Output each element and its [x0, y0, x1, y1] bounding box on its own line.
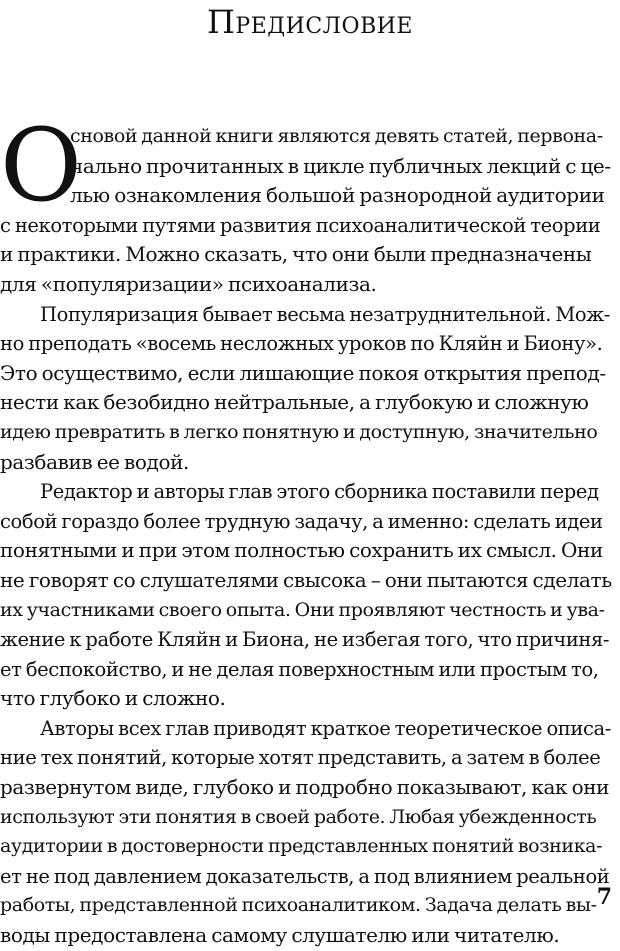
text-line: жение к работе Кляйн и Биона, не избегая того, что причиня- — [0, 628, 610, 652]
text-line: Популяризация бывает весьма незатруднительной. Мож- — [40, 302, 610, 326]
paragraph-3 — [0, 477, 612, 714]
text-line: Авторы всех глав приводят краткое теоретическое описа- — [40, 716, 611, 740]
text-line: лью ознакомления большой разнородной аудитории — [70, 183, 605, 208]
paragraph-1 — [0, 107, 612, 300]
text-line: для «популяризации» психоанализа. — [0, 271, 377, 296]
text-line: используют эти понятия в своей работе. Любая убежденность — [0, 805, 597, 828]
text-line: что глубоко и сложно. — [0, 686, 226, 711]
text-line: их участниками своего опыта. Они проявляют честность и ува- — [0, 598, 605, 621]
text-line: понятными и при этом полностью сохранить их смысл. Они — [0, 538, 603, 563]
text-line: нести как безобидно нейтральные, а глубокую и сложную — [0, 390, 589, 415]
text-line: работы, представленной психоаналитиком. Задача делать вы- — [0, 894, 597, 917]
paragraph-4 — [0, 714, 612, 951]
text-line: сновой данной книги являются девять статей, первона- — [70, 125, 603, 147]
text-line: но преподать «восемь несложных уроков по Кляйн и Биону». — [0, 332, 603, 356]
text-line: Это осуществимо, если лишающие покоя открытия препод- — [0, 360, 606, 385]
text-line: ет не под давлением доказательств, а под влиянием реальной — [0, 864, 610, 888]
text-line: с некоторыми путями развития психоаналитической теории — [0, 213, 601, 237]
page-number: 7 — [596, 884, 612, 910]
text-line: ет беспокойство, и не делая поверхностным или простым то, — [0, 657, 599, 681]
text-line: Редактор и авторы глав этого сборника поставили перед — [40, 480, 599, 504]
text-line: ние тех понятий, которые хотят представить, а затем в более — [0, 746, 601, 770]
text-line: собой гораздо более трудную задачу, а именно: сделать идеи — [0, 509, 603, 533]
text-line: аудитории в достоверности представленных понятий возника- — [0, 835, 603, 858]
text-line: воды предоставлена самому слушателю или читателю. — [0, 923, 560, 948]
drop-cap: О — [0, 107, 82, 224]
text-line: чально прочитанных в цикле публичных лекций с це- — [70, 153, 611, 178]
paragraph-2 — [0, 300, 612, 478]
chapter-title: Предисловие — [207, 3, 413, 41]
text-line: идею превратить в легко понятную и доступную, значительно — [0, 420, 598, 443]
text-line: развернутом виде, глубоко и подробно показывают, как они — [0, 775, 610, 800]
body-text — [0, 107, 612, 951]
text-line: разбавив ее водой. — [0, 449, 189, 474]
text-line: и практики. Можно сказать, что они были предназначены — [0, 242, 592, 267]
text-line: не говорят со слушателями свысока – они пытаются сделать — [0, 567, 612, 592]
